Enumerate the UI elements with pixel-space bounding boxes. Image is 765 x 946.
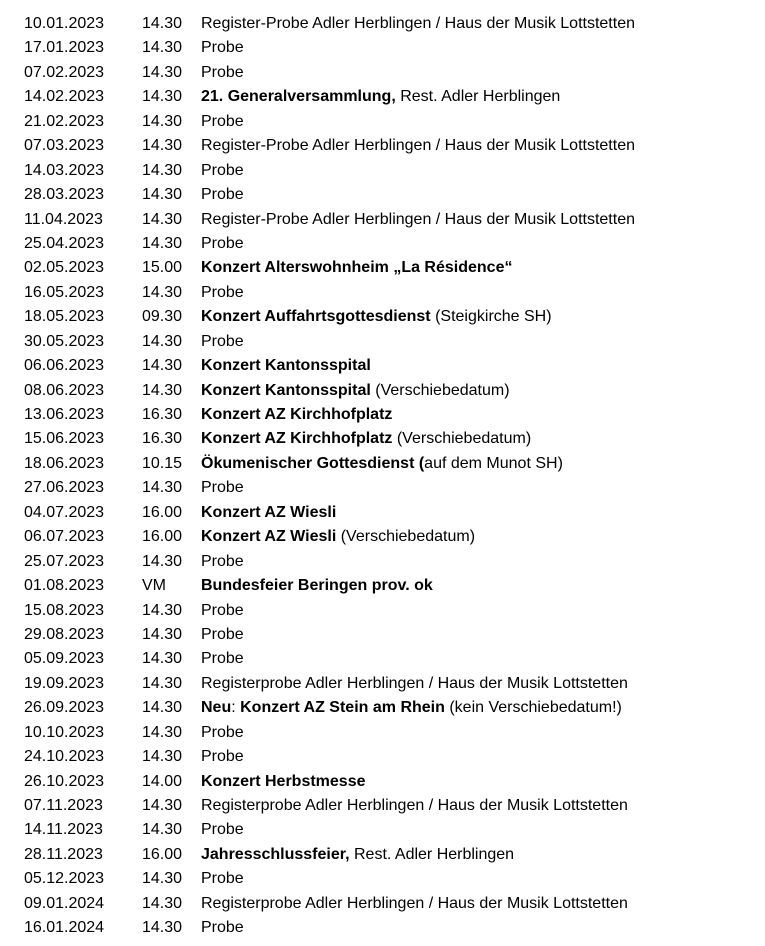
event-detail: Probe [201,821,244,839]
event-time: 14.30 [142,748,183,766]
schedule-row [0,745,765,769]
schedule-row [0,843,765,867]
event-date: 17.01.2023 [24,39,105,57]
schedule-row [0,916,765,940]
event-title: Neu [201,699,232,717]
event-description [201,281,244,305]
event-date: 27.06.2023 [24,479,105,497]
event-description [201,36,244,60]
event-date: 25.07.2023 [24,552,105,570]
event-time: 09.30 [142,308,183,326]
event-time: 14.30 [142,210,183,228]
event-time: 14.30 [142,63,183,81]
event-description [201,623,244,647]
schedule-row [0,550,765,574]
schedule-row [0,281,765,305]
event-date: 05.12.2023 [24,870,105,888]
event-time: 16.00 [142,845,183,863]
event-time: 14.30 [142,552,183,570]
schedule-row [0,647,765,671]
event-detail: Probe [201,479,244,497]
event-title: Konzert AZ Kirchhofplatz [201,406,393,423]
event-title: Konzert AZ Wiesli [201,528,337,546]
schedule-row [0,232,765,256]
event-detail: Probe [201,186,244,204]
event-time: 14.30 [142,234,183,252]
schedule-row [0,134,765,158]
event-time: 14.30 [142,15,183,32]
event-detail: Registerprobe Adler Herblingen / Haus der Musik Lottstetten [201,894,628,912]
schedule-row [0,818,765,842]
event-date: 19.09.2023 [24,674,105,692]
event-description [201,843,514,867]
event-description [201,403,392,427]
event-time: 14.30 [142,161,183,179]
event-time: 14.30 [142,88,183,106]
event-description [201,330,244,354]
event-detail: Probe [201,234,244,252]
event-title: Konzert Alterswohnheim „La Résidence“ [201,259,513,277]
schedule-row [0,770,765,794]
event-date: 05.09.2023 [24,650,105,668]
event-detail: (kein Verschiebedatum!) [444,699,622,717]
event-description [201,183,244,207]
event-date: 28.03.2023 [24,186,105,204]
event-date: 06.07.2023 [24,528,105,546]
event-description [201,696,622,720]
schedule-row [0,208,765,232]
event-description [201,134,635,158]
event-time: 14.30 [142,674,183,692]
event-date: 25.04.2023 [24,234,105,252]
schedule-row [0,696,765,720]
event-detail: Registerprobe Adler Herblingen / Haus der Musik Lottstetten [201,797,628,814]
event-time: 14.30 [142,112,183,130]
event-description [201,12,635,36]
event-detail: Registerprobe Adler Herblingen / Haus der Musik Lottstetten [201,674,628,692]
event-detail: Rest. Adler Herblingen [395,88,561,106]
schedule-row [0,599,765,623]
event-title: Konzert AZ Kirchhofplatz [201,430,393,448]
event-description [201,256,512,280]
event-description [201,379,510,403]
event-time: 16.00 [142,528,183,546]
event-date: 07.03.2023 [24,137,105,155]
event-date: 02.05.2023 [24,259,105,277]
event-title: 21. Generalversammlung, [201,88,396,106]
event-time: VM [142,577,166,595]
event-detail: (Verschiebedatum) [370,381,510,399]
event-date: 01.08.2023 [24,577,105,595]
event-detail: Probe [201,748,244,766]
event-date: 14.11.2023 [24,821,103,839]
event-date: 29.08.2023 [24,625,105,643]
schedule-row [0,330,765,354]
schedule-row [0,379,765,403]
event-date: 08.06.2023 [24,381,105,399]
event-title: Konzert Kantonsspital [201,357,371,375]
schedule-row [0,525,765,549]
event-detail: (Verschiebedatum) [392,430,532,448]
schedule-row [0,427,765,451]
event-detail: Probe [201,919,244,937]
event-title: Konzert Herbstmesse [201,772,366,790]
event-date: 07.02.2023 [24,63,105,81]
event-time: 14.30 [142,137,183,155]
event-time: 14.30 [142,797,183,814]
event-detail: Register-Probe Adler Herblingen / Haus der Musik Lottstetten [201,210,635,228]
event-time: 14.30 [142,479,183,497]
schedule-row [0,794,765,818]
event-description [201,721,244,745]
event-time: 14.30 [142,39,183,57]
event-date: 07.11.2023 [24,797,103,814]
schedule-row [0,256,765,280]
event-description [201,574,433,598]
event-date: 26.09.2023 [24,699,105,717]
event-title: Konzert AZ Wiesli [201,503,337,521]
event-description [201,427,531,451]
event-date: 13.06.2023 [24,406,105,423]
schedule-row [0,452,765,476]
event-description [201,672,628,696]
event-time: 14.30 [142,894,183,912]
schedule-row [0,672,765,696]
event-detail: : [231,699,241,717]
event-detail: Register-Probe Adler Herblingen / Haus der Musik Lottstetten [201,137,635,155]
event-description [201,745,244,769]
schedule-row [0,12,765,36]
schedule-row [0,623,765,647]
event-date: 09.01.2024 [24,894,105,912]
event-detail: Probe [201,63,244,81]
event-time: 14.30 [142,699,183,717]
event-detail: Probe [201,332,244,350]
event-date: 15.08.2023 [24,601,105,619]
event-time: 14.30 [142,283,183,301]
event-title: Konzert AZ Stein am Rhein [240,699,445,717]
event-description [201,354,371,378]
event-time: 16.30 [142,406,183,423]
event-detail: Probe [201,161,244,179]
event-detail: Probe [201,870,244,888]
event-description [201,452,563,476]
event-date: 10.10.2023 [24,723,105,741]
event-time: 14.30 [142,332,183,350]
event-description [201,770,366,794]
event-date: 18.06.2023 [24,454,105,472]
schedule-row [0,476,765,500]
event-time: 14.30 [142,625,183,643]
schedule-row [0,61,765,85]
event-time: 14.30 [142,186,183,204]
event-date: 16.05.2023 [24,283,105,301]
schedule-row [0,85,765,109]
event-description [201,232,244,256]
event-detail: (Steigkirche SH) [430,308,552,326]
event-detail: Register-Probe Adler Herblingen / Haus der Musik Lottstetten [201,15,635,32]
schedule-list [0,12,765,941]
event-description [201,818,244,842]
event-detail: Probe [201,723,244,741]
schedule-row [0,501,765,525]
event-time: 15.00 [142,259,183,277]
event-description [201,61,244,85]
event-date: 04.07.2023 [24,503,105,521]
schedule-row [0,574,765,598]
event-date: 28.11.2023 [24,845,103,863]
event-description [201,208,635,232]
event-title: Bundesfeier Beringen prov. ok [201,577,433,595]
event-time: 14.30 [142,723,183,741]
schedule-row [0,159,765,183]
event-time: 16.30 [142,430,183,448]
event-detail: Probe [201,112,244,130]
event-detail: (Verschiebedatum) [336,528,476,546]
event-description [201,110,244,134]
schedule-row [0,403,765,427]
event-date: 16.01.2024 [24,919,105,937]
schedule-row [0,721,765,745]
event-time: 14.00 [142,772,183,790]
event-detail: Probe [201,601,244,619]
event-time: 14.30 [142,650,183,668]
event-title: Konzert Auffahrtsgottesdienst [201,308,431,326]
event-date: 21.02.2023 [24,112,105,130]
event-date: 24.10.2023 [24,748,105,766]
event-date: 14.02.2023 [24,88,105,106]
event-time: 16.00 [142,503,183,521]
schedule-row [0,305,765,329]
event-detail: Probe [201,39,244,57]
event-detail: Rest. Adler Herblingen [349,845,515,863]
event-detail: auf dem Munot SH) [424,454,563,472]
event-time: 10.15 [142,454,183,472]
event-description [201,867,244,891]
event-date: 30.05.2023 [24,332,105,350]
event-detail: Probe [201,552,244,570]
event-time: 14.30 [142,357,183,375]
event-date: 18.05.2023 [24,308,105,326]
event-description [201,550,244,574]
event-description [201,501,336,525]
event-date: 14.03.2023 [24,161,105,179]
event-detail: Probe [201,650,244,668]
event-time: 14.30 [142,821,183,839]
event-detail: Probe [201,625,244,643]
event-description [201,476,244,500]
event-description [201,599,244,623]
event-description [201,85,560,109]
schedule-row [0,36,765,60]
event-description [201,647,244,671]
event-description [201,892,628,916]
schedule-row [0,354,765,378]
event-date: 10.01.2023 [24,15,105,32]
schedule-row [0,892,765,916]
event-description [201,794,628,818]
event-date: 15.06.2023 [24,430,105,448]
event-time: 14.30 [142,381,183,399]
event-detail: Probe [201,283,244,301]
event-description [201,305,552,329]
event-title: Konzert Kantonsspital [201,381,371,399]
event-title: Ökumenischer Gottesdienst ( [201,454,425,472]
schedule-row [0,867,765,891]
event-time: 14.30 [142,870,183,888]
event-time: 14.30 [142,601,183,619]
event-title: Jahresschlussfeier, [201,845,350,863]
event-date: 26.10.2023 [24,772,105,790]
event-description [201,525,475,549]
event-date: 06.06.2023 [24,357,105,375]
event-description [201,159,244,183]
schedule-row [0,183,765,207]
event-description [201,916,244,940]
event-time: 14.30 [142,919,183,937]
schedule-row [0,110,765,134]
event-date: 11.04.2023 [24,210,103,228]
